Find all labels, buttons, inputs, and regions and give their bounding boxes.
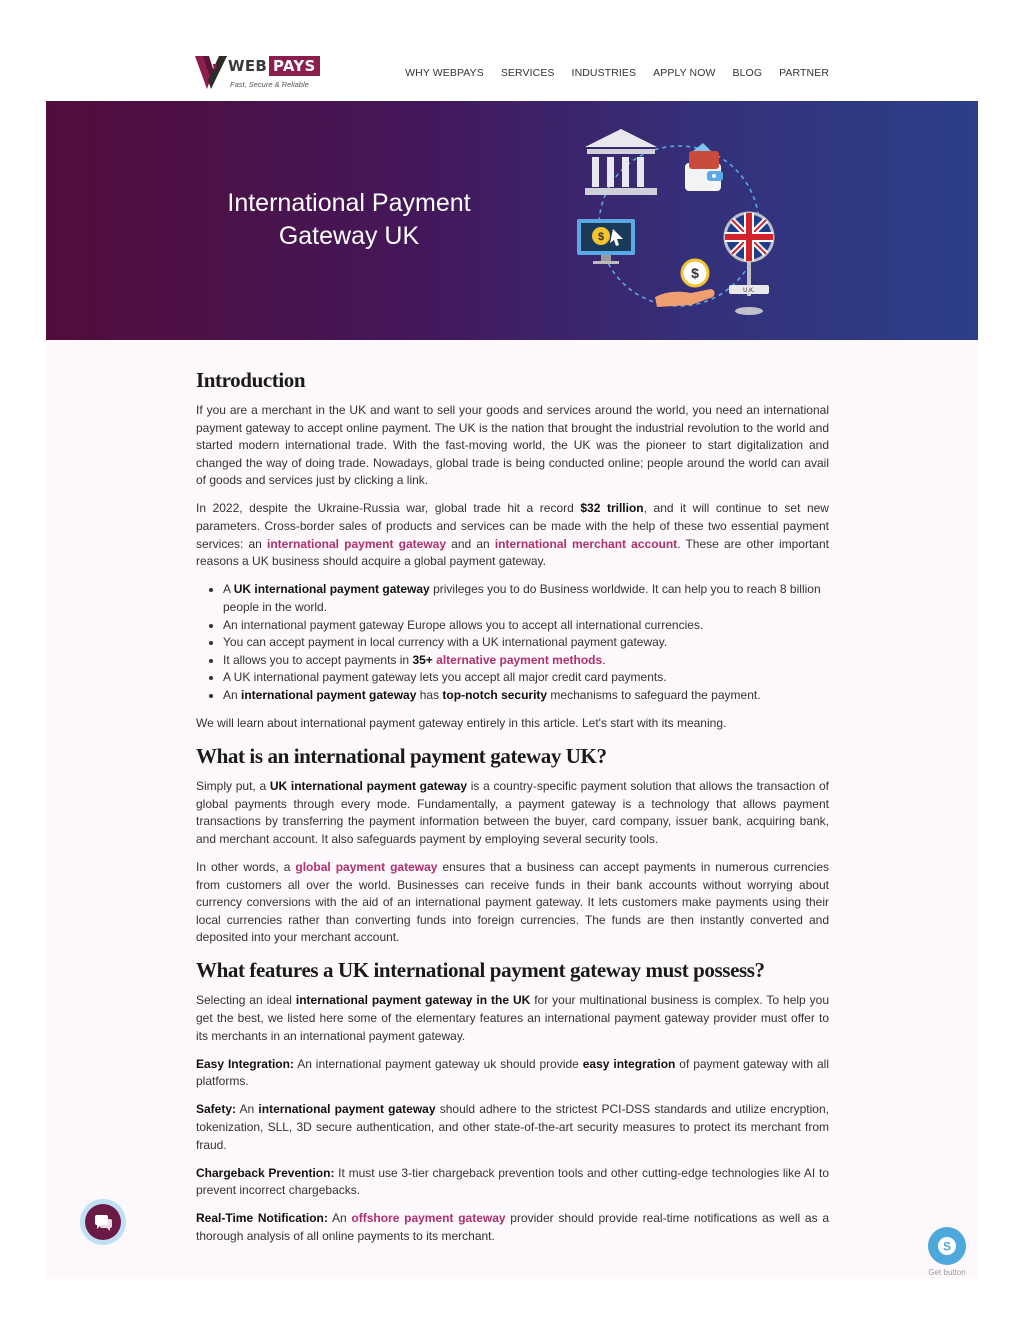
features-paragraph-1: Selecting an ideal international payment gateway in the UK for your multinational business is complex. To help you get the best, we listed here some of the elementary features an international payment gateway provider must offer to its merchants in an international payment gateway. xyxy=(196,993,830,1043)
webpays-logo-mark-icon xyxy=(195,56,227,89)
logo-text-web: WEB xyxy=(228,57,268,75)
chat-widget-button[interactable] xyxy=(80,1199,126,1245)
webpays-logo[interactable] xyxy=(195,56,315,92)
svg-text:S: S xyxy=(942,1239,952,1254)
feature-safety: Safety: An international payment gateway should adhere to the strictest PCI-DSS standards and utilize encryption, tokenization, SLL, 3D secure authentication, and other state-of-the-art security measures to protect its merchant from fraud. xyxy=(196,1102,829,1152)
link-global-payment-gateway[interactable]: global payment gateway xyxy=(295,859,438,874)
list-item: • An international payment gateway has top-notch security mechanisms to safeguard the payment. xyxy=(223,687,829,705)
bank-icon xyxy=(585,129,657,195)
skype-button[interactable] xyxy=(928,1227,966,1265)
what-paragraph-2: In other words, a global payment gateway ensures that a business can accept payments in numerous currencies from customers all over the world. Businesses can receive funds in their bank accounts without worrying about currency conversions with the aid of an international payment gateway. It lets customers make payments using their local currencies rather than converting funds into foreign currencies. The funds are then instantly converted and deposited into your merchant account. xyxy=(196,859,829,945)
feature-easy-integration: Easy Integration: An international payment gateway uk should provide easy integration of payment gateway with all platforms. xyxy=(196,1056,829,1089)
link-offshore-payment-gateway[interactable]: offshore payment gateway xyxy=(351,1211,506,1226)
chat-bubble-icon xyxy=(85,1204,121,1240)
what-heading: What is an international payment gateway UK? xyxy=(196,744,607,769)
list-item: • A UK international payment gateway privileges you to do Business worldwide. It can help you to reach 8 billion people in the world. xyxy=(223,581,829,616)
what-paragraph-1: Simply put, a UK international payment gateway is a country-specific payment solution that allows the transaction of global payments through every mode. Fundamentally, a payment gateway is a technology that allows payment transactions by transferring the payment information between the buyer, card company, issuer bank, acquiring bank, and merchant account. It also safeguards payment by employing several security tools. xyxy=(196,779,829,846)
svg-text:$: $ xyxy=(597,231,605,243)
payment-flow-illustration xyxy=(571,121,791,331)
hero-title-line1: International Payment xyxy=(227,189,471,217)
benefits-list xyxy=(196,581,829,704)
skype-label: Get button xyxy=(928,1268,966,1277)
list-item: • You can accept payment in local currency with a UK international payment gateway. xyxy=(223,634,829,652)
list-item: • An international payment gateway Europe allows you to accept all international currencies. xyxy=(223,617,829,635)
hero-banner xyxy=(46,101,978,340)
intro-heading: Introduction xyxy=(196,368,306,392)
intro-paragraph-2: In 2022, despite the Ukraine-Russia war, global trade hit a record $32 trillion, and it will continue to set new parameters. Cross-border sales of products and services can be made with the help of these two essential payment services: an international payment gateway and an international merchant account. These are other important reasons a UK business should acquire a global payment gateway. xyxy=(196,501,829,569)
trade-figure: $32 trillion xyxy=(580,501,644,516)
hero-title-line2: Gateway UK xyxy=(278,222,420,250)
monitor-dollar-icon xyxy=(577,219,635,264)
nav-partner[interactable]: PARTNER xyxy=(779,67,829,79)
nav-industries[interactable]: INDUSTRIES xyxy=(571,67,637,79)
sign-label: U.K. xyxy=(743,288,755,294)
hand-coin-icon xyxy=(655,260,715,307)
link-international-payment-gateway[interactable]: international payment gateway xyxy=(267,536,447,551)
uk-flag-sign-icon xyxy=(725,213,773,315)
site-header xyxy=(0,0,1024,101)
feature-real-time-notification: Real-Time Notification: An offshore payment gateway provider should provide real-time notifications as well as a thorough analysis of all online payments to its merchant. xyxy=(196,1211,830,1243)
link-international-merchant-account[interactable]: international merchant account xyxy=(494,536,678,551)
feature-chargeback-prevention: Chargeback Prevention: It must use 3-tier chargeback prevention tools and other cutting-edge technologies like AI to prevent incorrect chargebacks. xyxy=(196,1165,830,1198)
logo-tagline: Fast, Secure & Reliable xyxy=(230,80,309,89)
nav-services[interactable]: SERVICES xyxy=(500,67,555,79)
logo-text-pays: PAYS xyxy=(269,56,320,76)
skype-icon xyxy=(928,1227,966,1265)
article-content xyxy=(196,367,829,1256)
nav-blog[interactable]: BLOG xyxy=(732,67,763,79)
intro-paragraph-1: If you are a merchant in the UK and want to sell your goods and services around the world, you need an international payment gateway to accept online payment. The UK is the nation that brought the industrial revolution to the world and started modern international trade. With the fast-moving world, the UK was the pioneer to start digitalization and changed the way of doing trade. Nowadays, global trade is being conducted online; people around the world can avail of goods and services just by clicking a link. xyxy=(196,403,829,488)
svg-text:$: $ xyxy=(691,265,699,281)
nav-apply-now[interactable]: APPLY NOW xyxy=(653,67,716,79)
main-nav xyxy=(405,67,829,79)
hero-title xyxy=(199,187,499,253)
features-heading: What features a UK international payment gateway must possess? xyxy=(196,958,765,983)
list-item: • It allows you to accept payments in 35+ alternative payment methods. xyxy=(223,652,829,670)
link-alternative-payment-methods[interactable]: alternative payment methods xyxy=(436,652,603,667)
intro-paragraph-3: We will learn about international payment gateway entirely in this article. Let's start with its meaning. xyxy=(196,716,727,730)
wallet-icon xyxy=(685,143,723,191)
list-item: • A UK international payment gateway lets you accept all major credit card payments. xyxy=(223,669,829,687)
nav-why-webpays[interactable]: WHY WEBPAYS xyxy=(405,67,484,79)
